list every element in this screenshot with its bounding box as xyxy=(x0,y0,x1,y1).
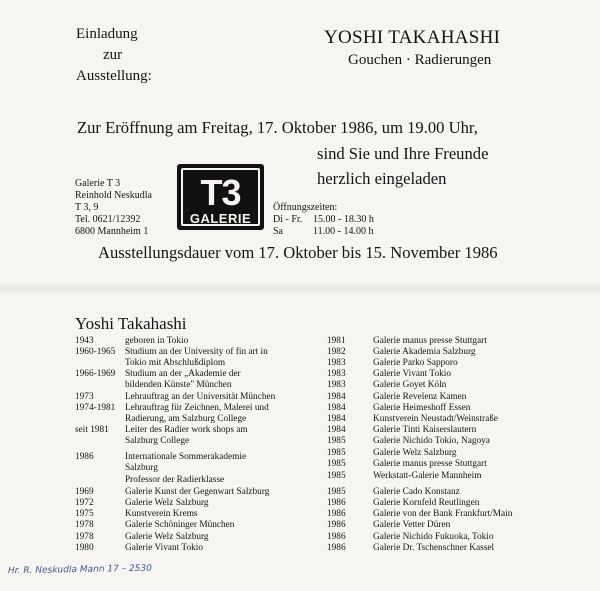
logo-word: GALERIE xyxy=(189,211,252,226)
fold-line xyxy=(0,282,600,296)
bio-text: Lehrauftrag für Zeichnen, Malerei und xyxy=(125,403,269,413)
bio-text: Tokio mit Abschlußdiplom xyxy=(125,358,226,368)
bio-text: Werkstatt-Galerie Mannheim xyxy=(373,471,482,481)
bio-year: 1985 xyxy=(327,471,346,481)
address-line-1: Galerie T 3 xyxy=(75,178,121,189)
artist-subtitle: Gouchen · Radierungen xyxy=(348,52,492,68)
bio-year: 1984 xyxy=(327,425,346,435)
bio-year: 1969 xyxy=(75,487,94,497)
bio-year: 1983 xyxy=(327,358,346,368)
bio-year: 1982 xyxy=(327,347,346,357)
bio-year: 1985 xyxy=(327,459,346,469)
bio-text: Galerie Schöninger München xyxy=(125,520,235,530)
bio-text: Galerie Welz Salzburg xyxy=(373,448,457,458)
bio-text: bildenden Künste" München xyxy=(125,380,232,390)
gallery-logo xyxy=(177,164,264,230)
bio-text: Galerie manus presse Stuttgart xyxy=(373,336,487,346)
bio-text: Galerie Goyet Köln xyxy=(373,380,447,390)
invitation-line-1: Einladung xyxy=(76,26,138,42)
bio-year: 1985 xyxy=(327,436,346,446)
hours-time-2: 11.00 - 14.00 h xyxy=(313,226,374,237)
bio-text: Galerie Nichido Tokio, Nagoya xyxy=(373,436,490,446)
bio-text: geboren in Tokio xyxy=(125,336,189,346)
bio-text: Galerie Kunst der Gegenwart Salzburg xyxy=(125,487,270,497)
bio-text: Galerie Parko Sapporo xyxy=(373,358,458,368)
bio-text: Internationale Sommerakademie xyxy=(125,452,247,462)
bio-text: Leiter des Radier work shops am xyxy=(125,425,248,435)
bio-text: Galerie Vivant Tokio xyxy=(125,543,203,553)
bio-year: 1986 xyxy=(327,509,346,519)
bio-text: Studium an der University of fin art in xyxy=(125,347,268,357)
bio-year: 1973 xyxy=(75,392,94,402)
artist-name: YOSHI TAKAHASHI xyxy=(324,27,501,48)
hours-day-1: Di - Fr. xyxy=(273,214,303,225)
bio-text: Salzburg College xyxy=(125,436,190,446)
bio-year: 1983 xyxy=(327,369,346,379)
bio-year: 1985 xyxy=(327,487,346,497)
bio-year: 1986 xyxy=(75,452,94,462)
bio-year: 1985 xyxy=(327,448,346,458)
bio-year: 1986 xyxy=(327,532,346,542)
bio-year: 1975 xyxy=(75,509,94,519)
opening-line-2: sind Sie und Ihre Freunde xyxy=(317,144,489,163)
logo-frame xyxy=(181,168,260,226)
address-line-2: Reinhold Neskudla xyxy=(75,190,152,201)
bio-year: 1978 xyxy=(75,532,94,542)
bio-text: Radierung, am Salzburg College xyxy=(125,414,247,424)
bio-text: Galerie Cado Konstanz xyxy=(373,487,460,497)
hours-title: Öffnungszeiten: xyxy=(273,202,338,213)
bio-text: Kunstverein Krems xyxy=(125,509,198,519)
bio-text: Galerie Kornfeld Reutlingen xyxy=(373,498,480,508)
bio-year: 1960-1965 xyxy=(75,347,116,357)
bio-year: 1981 xyxy=(327,336,346,346)
bio-text: Galerie Akademia Salzburg xyxy=(373,347,476,357)
bio-text: Galerie Tinti Kaiserslautern xyxy=(373,425,477,435)
bio-text: Lehrauftrag an der Universität München xyxy=(125,392,276,402)
hours-time-1: 15.00 - 18.30 h xyxy=(313,214,374,225)
bio-year: 1984 xyxy=(327,414,346,424)
bio-text: Studium an der „Akademie der xyxy=(125,369,241,379)
bio-year: 1984 xyxy=(327,392,346,402)
bio-year: 1986 xyxy=(327,520,346,530)
hours-day-2: Sa xyxy=(273,226,283,237)
logo-mark: T3 xyxy=(200,172,241,213)
bio-text: Galerie Welz Salzburg xyxy=(125,532,209,542)
bio-text: Kunstverein Neustadt/Weinstraße xyxy=(373,414,498,424)
bio-year: 1974-1981 xyxy=(75,403,116,413)
address-line-4: Tel. 0621/12392 xyxy=(75,214,141,225)
bio-year: 1943 xyxy=(75,336,94,346)
bio-year: 1986 xyxy=(327,498,346,508)
invitation-line-2: zur xyxy=(103,47,123,63)
bio-text: Professor der Radierklasse xyxy=(125,475,225,485)
bio-text: Galerie manus presse Stuttgart xyxy=(373,459,487,469)
bio-year: 1972 xyxy=(75,498,94,508)
invitation-line-3: Ausstellung: xyxy=(76,68,152,84)
address-line-5: 6800 Mannheim 1 xyxy=(75,226,149,237)
address-line-3: T 3, 9 xyxy=(75,202,99,213)
opening-line-1: Zur Eröffnung am Freitag, 17. Oktober 1986, um 19.00 Uhr, xyxy=(77,118,478,137)
bio-year: 1984 xyxy=(327,403,346,413)
bio-title: Yoshi Takahashi xyxy=(75,314,187,333)
bio-year: 1986 xyxy=(327,543,346,553)
handwritten-note: Hr. R. Neskudla Mann 17 – 2530 xyxy=(7,563,153,577)
bio-text: Galerie Heimeshoff Essen xyxy=(373,403,471,413)
bio-text: Galerie Vivant Tokio xyxy=(373,369,451,379)
bio-text: Galerie Revelenz Kamen xyxy=(373,392,467,402)
bio-text: Galerie Vetter Düren xyxy=(373,520,451,530)
bio-year: 1980 xyxy=(75,543,94,553)
bio-year: 1966-1969 xyxy=(75,369,116,379)
bio-text: Galerie Dr. Tschenschner Kassel xyxy=(373,543,495,553)
bio-year: seit 1981 xyxy=(75,425,109,435)
opening-line-3: herzlich eingeladen xyxy=(317,169,447,188)
bio-text: Galerie Nichido Fukuoka, Tokio xyxy=(373,532,494,542)
bio-text: Galerie Welz Salzburg xyxy=(125,498,209,508)
bio-text: Salzburg xyxy=(125,463,158,473)
bio-year: 1978 xyxy=(75,520,94,530)
exhibition-duration: Ausstellungsdauer vom 17. Oktober bis 15. November 1986 xyxy=(98,243,498,262)
bio-text: Galerie von der Bank Frankfurt/Main xyxy=(373,509,513,519)
bio-year: 1983 xyxy=(327,380,346,390)
